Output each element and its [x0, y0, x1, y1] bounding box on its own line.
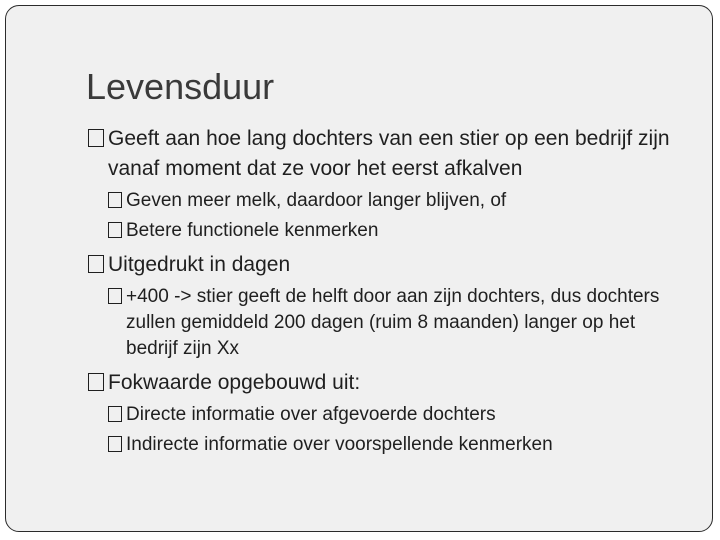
bullet-marker-icon: [88, 255, 104, 273]
sub-bullet-item: [108, 218, 688, 244]
bullet-marker-icon: [108, 406, 122, 422]
sub-bullet-text: +400 -> stier geeft de helft door aan zijn dochters, dus dochters zullen gemiddeld 200 dagen (ruim 8 maanden) langer op het bedrijf zijn Xx: [126, 286, 660, 359]
bullet-item: [88, 368, 688, 398]
bullet-text: Fokwaarde opgebouwd uit:: [108, 371, 361, 394]
bullet-marker-icon: [108, 436, 122, 452]
bullet-text: Geeft aan hoe lang dochters van een stier op een bedrijf zijn vanaf moment dat ze voor het eerst afkalven: [108, 127, 670, 180]
sub-bullet-text: Directe informatie over afgevoerde dochters: [126, 404, 496, 425]
bullet-marker-icon: [88, 129, 104, 147]
bullet-marker-icon: [108, 192, 122, 208]
bullet-marker-icon: [88, 373, 104, 391]
slide-title: Levensduur: [86, 66, 275, 107]
bullet-item: [88, 124, 688, 184]
bullet-marker-icon: [108, 222, 122, 238]
slide-frame: [5, 5, 713, 532]
sub-bullet-item: [108, 432, 688, 458]
sub-bullet-text: Indirecte informatie over voorspellende kenmerken: [126, 434, 553, 455]
sub-bullet-text: Geven meer melk, daardoor langer blijven, of: [126, 190, 507, 211]
sub-bullet-item: [108, 284, 688, 362]
slide-body: [88, 124, 688, 458]
bullet-text: Uitgedrukt in dagen: [108, 253, 291, 276]
sub-bullet-item: [108, 188, 688, 214]
bullet-item: [88, 250, 688, 280]
sub-bullet-text: Betere functionele kenmerken: [126, 220, 379, 241]
sub-bullet-item: [108, 402, 688, 428]
bullet-marker-icon: [108, 288, 122, 304]
